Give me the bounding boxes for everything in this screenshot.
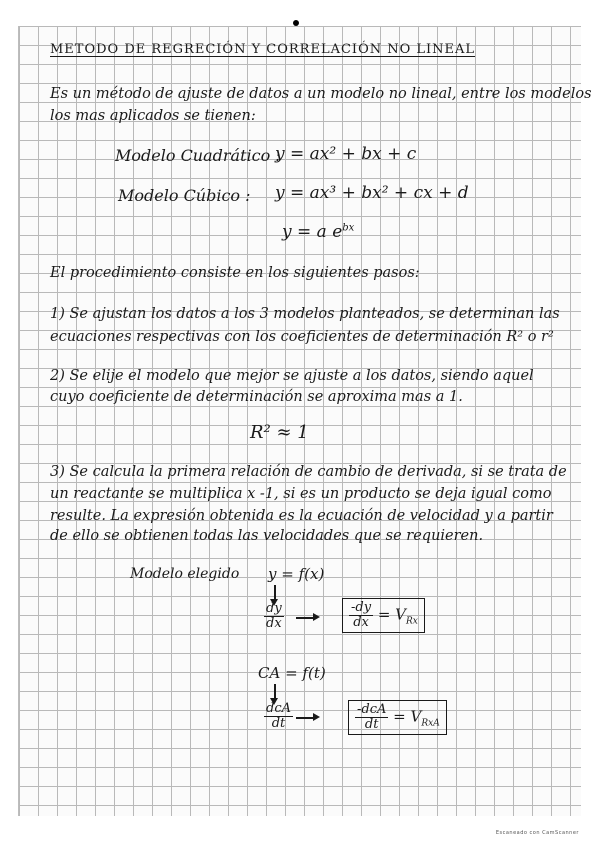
chosen-model-label: Modelo elegido [130,566,240,582]
down-arrow-icon [274,585,276,600]
right-arrow-icon-2 [296,717,314,719]
box2-subscript: RxA [421,718,440,729]
concentration-formula: CA = f(t) [258,664,326,682]
derivative-fraction [264,602,284,631]
dy-denominator: dx [266,616,282,631]
box1-numerator: -dy [351,600,372,615]
box2-rhs: = V [393,707,422,726]
concentration-derivative-fraction [264,702,293,731]
step3-line-2: un reactante se multiplica x -1, si es un producto se deja igual como [50,486,552,502]
exponential-base: y = a e [282,222,343,242]
step2-formula: R² ≈ 1 [250,422,309,443]
box2-numerator: -dcA [357,702,387,717]
page-title: METODO DE REGRECIÓN Y CORRELACIÓN NO LINEAL [50,42,476,57]
quadratic-formula: y = ax² + bx + c [275,144,417,164]
step3-line-3: resulte. La expresión obtenida es la ecuación de velocidad y a partir [50,508,553,524]
scanner-watermark: Escaneado con CamScanner [495,830,579,836]
rate-equation-box [342,598,425,633]
dca-numerator: dcA [266,701,291,716]
step2-line-1: 2) Se elije el modelo que mejor se ajuste a los datos, siendo aquel [50,368,534,384]
box1-subscript: Rx [406,616,418,627]
step3-line-1: 3) Se calcula la primera relación de cambio de derivada, si se trata de [50,464,567,480]
intro-line-1: Es un método de ajuste de datos a un modelo no lineal, entre los modelos [50,86,592,102]
step1-line-1: 1) Se ajustan los datos a los 3 modelos planteados, se determinan las [50,306,560,322]
cubic-label: Modelo Cúbico : [118,186,251,205]
right-arrow-icon [296,617,314,619]
chosen-model-formula: y = f(x) [268,565,325,583]
procedure-text: El procedimiento consiste en los siguientes pasos: [50,265,420,281]
rate-equation-box-2 [348,700,447,735]
down-arrow-icon-2 [274,684,276,699]
quadratic-label: Modelo Cuadrático : [115,146,281,165]
cubic-formula: y = ax³ + bx² + cx + d [275,183,469,203]
exponential-exponent: bx [342,222,355,234]
step3-line-4: de ello se obtienen todas las velocidades que se requieren. [50,528,484,544]
dca-denominator: dt [271,716,286,731]
box1-denominator: dx [353,615,369,630]
step1-line-2: ecuaciones respectivas con los coeficientes de determinación R² o r² [50,329,554,345]
dy-numerator: dy [266,601,282,616]
intro-line-2: los mas aplicados se tienen: [50,108,256,124]
exponential-formula [282,222,354,242]
box2-denominator: dt [364,717,379,732]
box1-rhs: = V [377,605,407,624]
step2-line-2: cuyo coeficiente de determinación se aproxima mas a 1. [50,389,463,405]
